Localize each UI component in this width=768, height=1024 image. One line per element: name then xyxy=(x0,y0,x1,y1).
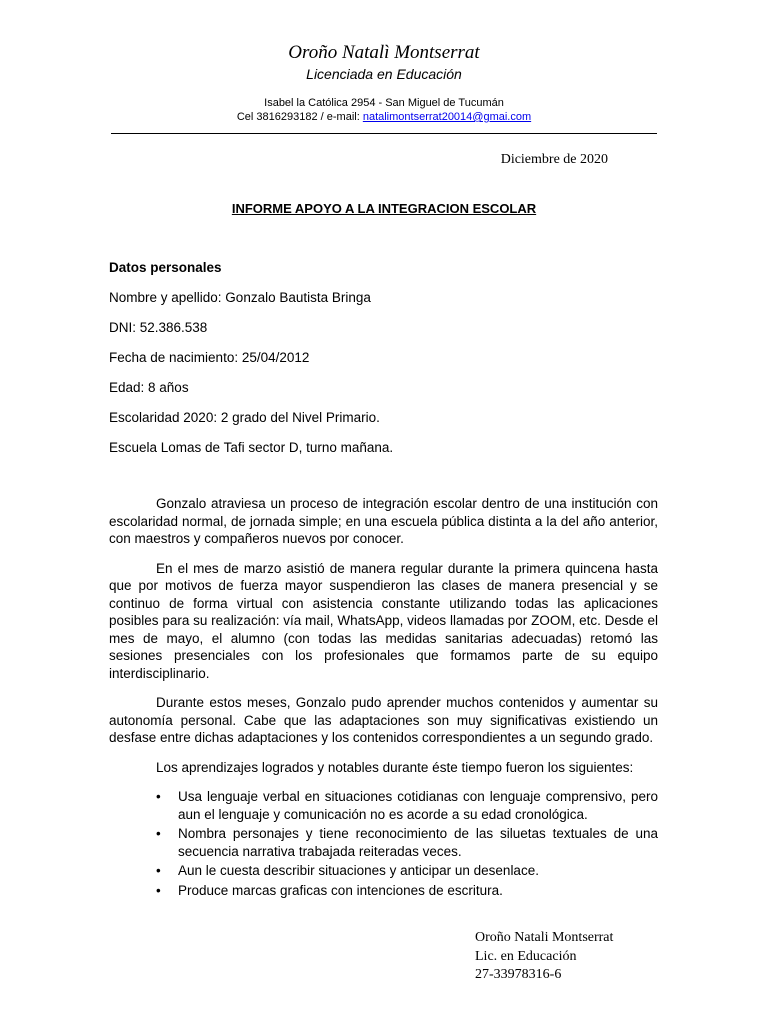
email-link[interactable]: natalimontserrat20014@gmai.com xyxy=(362,111,532,123)
field-age: Edad: 8 años xyxy=(109,380,189,395)
field-name: Nombre y apellido: Gonzalo Bautista Bringa xyxy=(109,290,371,305)
list-item: • Aun le cuesta describir situaciones y anticipar un desenlace. xyxy=(156,863,539,878)
bullet-icon: • xyxy=(156,882,161,898)
contact-phone: Cel 3816293182 / e-mail: xyxy=(236,111,363,123)
field-birthdate: Fecha de nacimiento: 25/04/2012 xyxy=(109,350,310,365)
field-schooling: Escolaridad 2020: 2 grado del Nivel Primario. xyxy=(109,410,380,425)
paragraph: En el mes de marzo asistió de manera regular durante la primera quincena hasta que por motivos de fuerza mayor suspendieron las clases de manera presencial y se continuo de forma virtual con asistencia constante utilizando todas las aplicaciones posibles para su realización: vía mail, WhatsApp, videos llamadas por ZOOM, etc. Desde el mes de mayo, el alumno (con todas las medidas sanitarias adecuadas) retomó las sesiones presenciales con los profesionales que formamos parte de su equipo interdisciplinario. xyxy=(109,560,658,681)
signature-id: 27-33978316-6 xyxy=(475,967,562,982)
list-item: • Produce marcas graficas con intenciones de escritura. xyxy=(156,882,503,898)
bullet-icon: • xyxy=(156,789,161,804)
list-item: • Nombra personajes y tiene reconocimiento de las siluetas textuales de una secuencia narrativa trabajada reiteradas veces. xyxy=(156,826,658,859)
author-name: Oroño Natalì Montserrat xyxy=(288,42,480,63)
paragraph: Gonzalo atraviesa un proceso de integración escolar dentro de una institución con escolaridad normal, de jornada simple; en una escuela pública distinta a la del año anterior, con maestros y compañeros nuevos por conocer. xyxy=(109,496,658,546)
header-divider xyxy=(111,133,657,134)
author-contact xyxy=(0,111,768,123)
paragraph: Durante estos meses, Gonzalo pudo aprender muchos contenidos y aumentar su autonomía personal. Cabe que las adaptaciones son muy significativas existiendo un desfase entre dichas adaptaciones y los contenidos correspondientes a un segundo grado. xyxy=(109,695,658,745)
report-title: INFORME APOYO A LA INTEGRACION ESCOLAR xyxy=(231,201,537,216)
field-school: Escuela Lomas de Tafi sector D, turno mañana. xyxy=(109,440,394,455)
signature-block xyxy=(475,929,613,985)
paragraph: Los aprendizajes logrados y notables durante éste tiempo fueron los siguientes: xyxy=(156,759,634,775)
author-address: Isabel la Católica 2954 - San Miguel de Tucumán xyxy=(264,97,504,109)
achievements-list xyxy=(109,788,658,899)
signature-name: Oroño Natali Montserrat xyxy=(475,930,614,945)
personal-data-heading: Datos personales xyxy=(109,260,222,275)
list-item: • Usa lenguaje verbal en situaciones cotidianas con lenguaje comprensivo, pero aun el lenguaje y comunicación no es acorde a su edad cronológica. xyxy=(156,789,658,822)
bullet-icon: • xyxy=(156,826,161,841)
field-dni: DNI: 52.386.538 xyxy=(109,320,208,335)
bullet-icon: • xyxy=(156,863,161,878)
author-title: Licenciada en Educación xyxy=(306,66,462,82)
report-body xyxy=(109,495,658,901)
document-date: Diciembre de 2020 xyxy=(500,152,608,167)
signature-title: Lic. en Educación xyxy=(475,948,577,964)
